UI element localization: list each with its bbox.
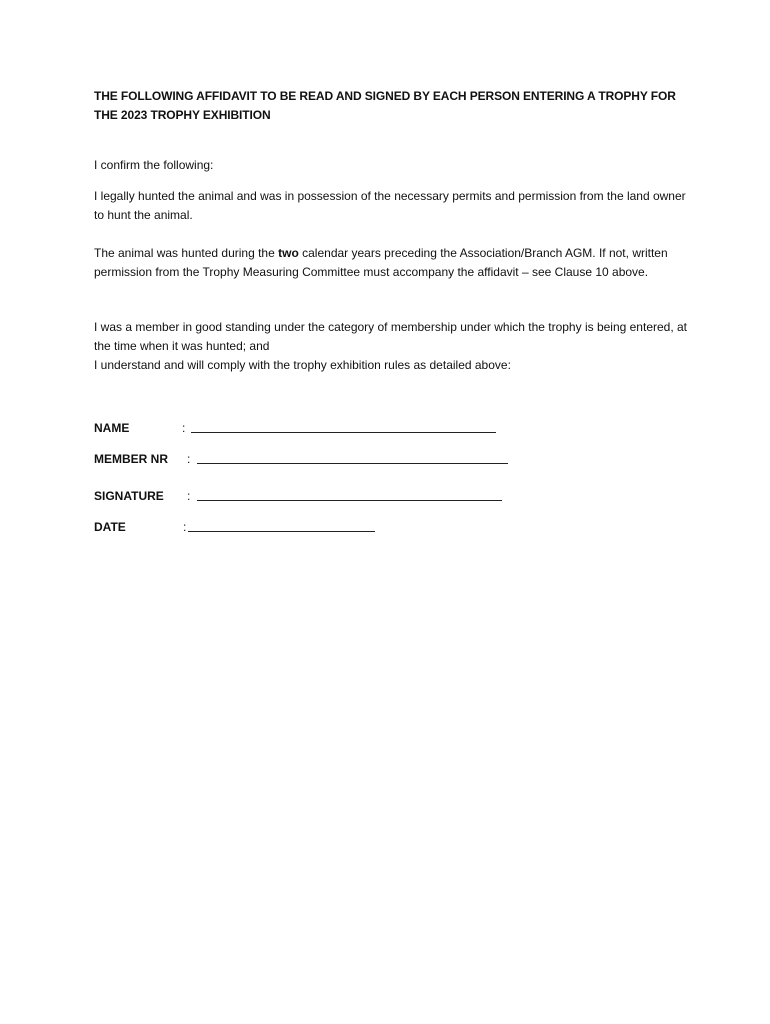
statement-hunting-period-start: The animal was hunted during the bbox=[94, 246, 279, 260]
statement-compliance-line: I understand and will comply with the trophy exhibition rules as detailed above: bbox=[94, 358, 511, 372]
signature-colon: : bbox=[187, 489, 191, 503]
affidavit-title: THE FOLLOWING AFFIDAVIT TO BE READ AND SIGNED BY EACH PERSON ENTERING A TROPHY FOR THE 2023 TROPHY EXHIBITION bbox=[94, 89, 676, 122]
statement-hunting-period-emphasis: two bbox=[278, 246, 299, 260]
signature-blank-line[interactable] bbox=[197, 500, 502, 501]
member-nr-colon: : bbox=[187, 452, 191, 466]
statement-hunting-period-end: calendar years preceding the Association/Branch AGM. If not, written permission from the Trophy Measuring Committee must accompany the affidavit – see Clause 10 above. bbox=[94, 246, 668, 279]
statement-hunting-period bbox=[94, 244, 694, 282]
member-nr-blank-line[interactable] bbox=[197, 463, 508, 464]
statement-legally-hunted: I legally hunted the animal and was in possession of the necessary permits and permission from the land owner to hunt the animal. bbox=[94, 189, 686, 222]
intro-text: I confirm the following: bbox=[94, 158, 214, 172]
signature-label: SIGNATURE bbox=[94, 489, 164, 503]
name-colon: : bbox=[182, 421, 186, 435]
date-label: DATE bbox=[94, 520, 126, 534]
name-blank-line[interactable] bbox=[191, 432, 496, 433]
statement-membership bbox=[94, 318, 694, 375]
statement-membership-line: I was a member in good standing under the category of membership under which the trophy is being entered, at the time when it was hunted; and bbox=[94, 320, 688, 353]
member-nr-label: MEMBER NR bbox=[94, 452, 168, 466]
name-label: NAME bbox=[94, 421, 130, 435]
date-blank-line[interactable] bbox=[188, 531, 375, 532]
date-colon: : bbox=[183, 520, 187, 534]
